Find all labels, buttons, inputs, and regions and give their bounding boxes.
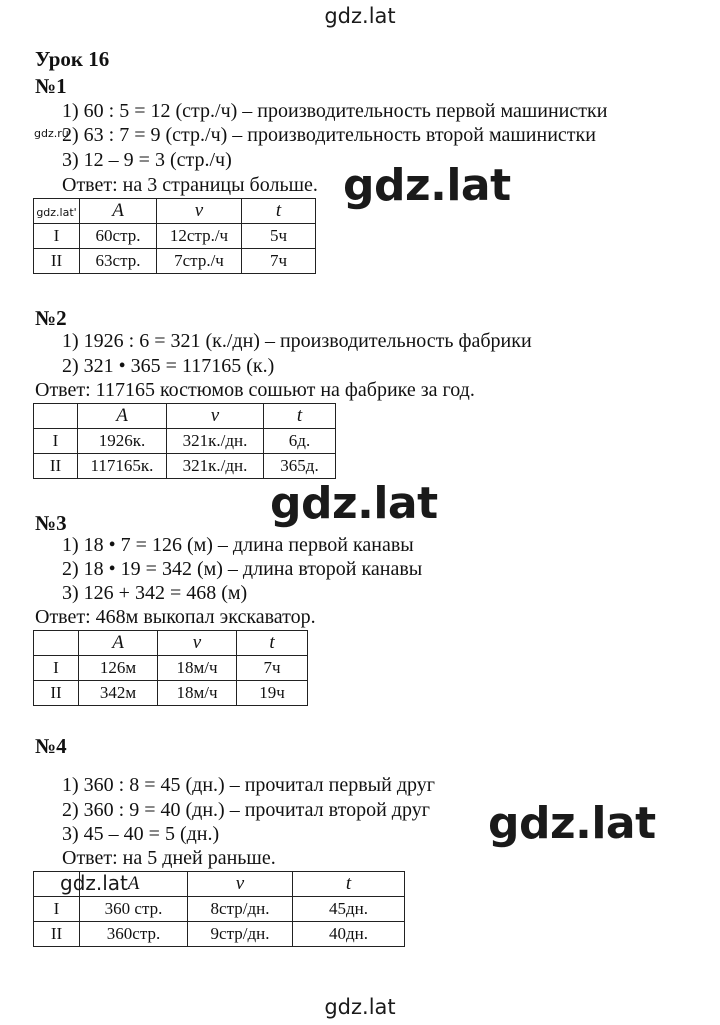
table-corner-cell [34,199,80,224]
header-cell: A [80,872,188,897]
watermark-large-3: gdz.lat [488,798,656,849]
table-cell: 342м [79,681,158,706]
table-cell: 321к./дн. [167,429,264,454]
table-cell: I [34,224,80,249]
table-cell: 63стр. [80,249,157,274]
table-cell: 60стр. [80,224,157,249]
watermark-table-overlay: gdz.lat [60,871,128,895]
problem-2-table [33,403,336,479]
table-cell: 18м/ч [158,656,237,681]
table-cell: I [34,656,79,681]
problem-2-number: №2 [35,306,67,330]
table-cell: II [34,681,79,706]
header-cell: A [80,199,157,224]
watermark-small-lat: gdz.lat' [36,206,77,219]
table-cell: 7ч [242,249,316,274]
problem-4-number: №4 [35,734,67,758]
header-cell: v [157,199,242,224]
table-row [34,922,405,947]
table-row [34,897,405,922]
problem-3-answer: Ответ: 468м выкопал экскаватор. [35,606,316,628]
problem-1-table [33,198,316,274]
header-cell: v [158,631,237,656]
header-cell: t [293,872,405,897]
table-cell: I [34,897,80,922]
table-corner-cell [34,404,78,429]
header-cell: v [188,872,293,897]
header-cell: v [167,404,264,429]
problem-1-number: №1 [35,74,67,98]
watermark-large-2: gdz.lat [270,478,438,529]
problem-4-line-1: 1) 360 : 8 = 45 (дн.) – прочитал первый друг [62,774,435,796]
table-header-row [34,404,336,429]
table-cell: 45дн. [293,897,405,922]
table-cell: 7стр./ч [157,249,242,274]
table-row [34,429,336,454]
watermark-small-ru: gdz.ru [34,127,69,140]
problem-4-line-3: 3) 45 – 40 = 5 (дн.) [62,823,220,845]
table-header-row [34,631,308,656]
problem-1-line-3: 3) 12 – 9 = 3 (стр./ч) [62,149,232,171]
table-cell: 321к./дн. [167,454,264,479]
problem-4-line-2: 2) 360 : 9 = 40 (дн.) – прочитал второй друг [62,799,430,821]
table-header-row [34,199,316,224]
problem-3-line-3: 3) 126 + 342 = 468 (м) [62,582,248,604]
problem-2-line-1: 1) 1926 : 6 = 321 (к./дн) – производительность фабрики [62,330,532,352]
table-row [34,681,308,706]
table-cell: 18м/ч [158,681,237,706]
table-cell: 5ч [242,224,316,249]
table-cell: 9стр/дн. [188,922,293,947]
table-cell: 40дн. [293,922,405,947]
table-cell: 1926к. [78,429,167,454]
table-cell: 19ч [237,681,308,706]
problem-4-answer: Ответ: на 5 дней раньше. [62,847,276,869]
table-cell: 126м [79,656,158,681]
table-cell: 6д. [264,429,336,454]
watermark-bottom: gdz.lat [324,995,396,1019]
problem-1-answer: Ответ: на 3 страницы больше. [62,174,318,196]
table-row [34,454,336,479]
header-cell: A [79,631,158,656]
table-cell: II [34,454,78,479]
problem-2-line-2: 2) 321 • 365 = 117165 (к.) [62,355,275,377]
table-cell: 117165к. [78,454,167,479]
header-cell: A [78,404,167,429]
table-cell: 365д. [264,454,336,479]
problem-3-line-2: 2) 18 • 19 = 342 (м) – длина второй канавы [62,558,423,580]
table-row [34,656,308,681]
table-cell: I [34,429,78,454]
header-cell: t [264,404,336,429]
problem-1-line-1: 1) 60 : 5 = 12 (стр./ч) – производительность первой машинистки [62,100,608,122]
lesson-title: Урок 16 [35,47,110,71]
table-row [34,249,316,274]
watermark-large-1: gdz.lat [343,160,511,211]
problem-1-line-2: 2) 63 : 7 = 9 (стр./ч) – производительность второй машинистки [62,124,596,146]
header-cell: t [242,199,316,224]
table-cell: 12стр./ч [157,224,242,249]
problem-3-number: №3 [35,511,67,535]
watermark-top: gdz.lat [324,4,396,28]
table-cell: II [34,249,80,274]
problem-3-table [33,630,308,706]
table-cell: II [34,922,80,947]
header-cell: t [237,631,308,656]
table-cell: 8стр/дн. [188,897,293,922]
table-cell: 7ч [237,656,308,681]
table-corner-cell [34,631,79,656]
problem-3-line-1: 1) 18 • 7 = 126 (м) – длина первой канавы [62,534,414,556]
table-cell: 360 стр. [80,897,188,922]
problem-2-answer: Ответ: 117165 костюмов сошьют на фабрике за год. [35,379,475,401]
table-row [34,224,316,249]
table-cell: 360стр. [80,922,188,947]
